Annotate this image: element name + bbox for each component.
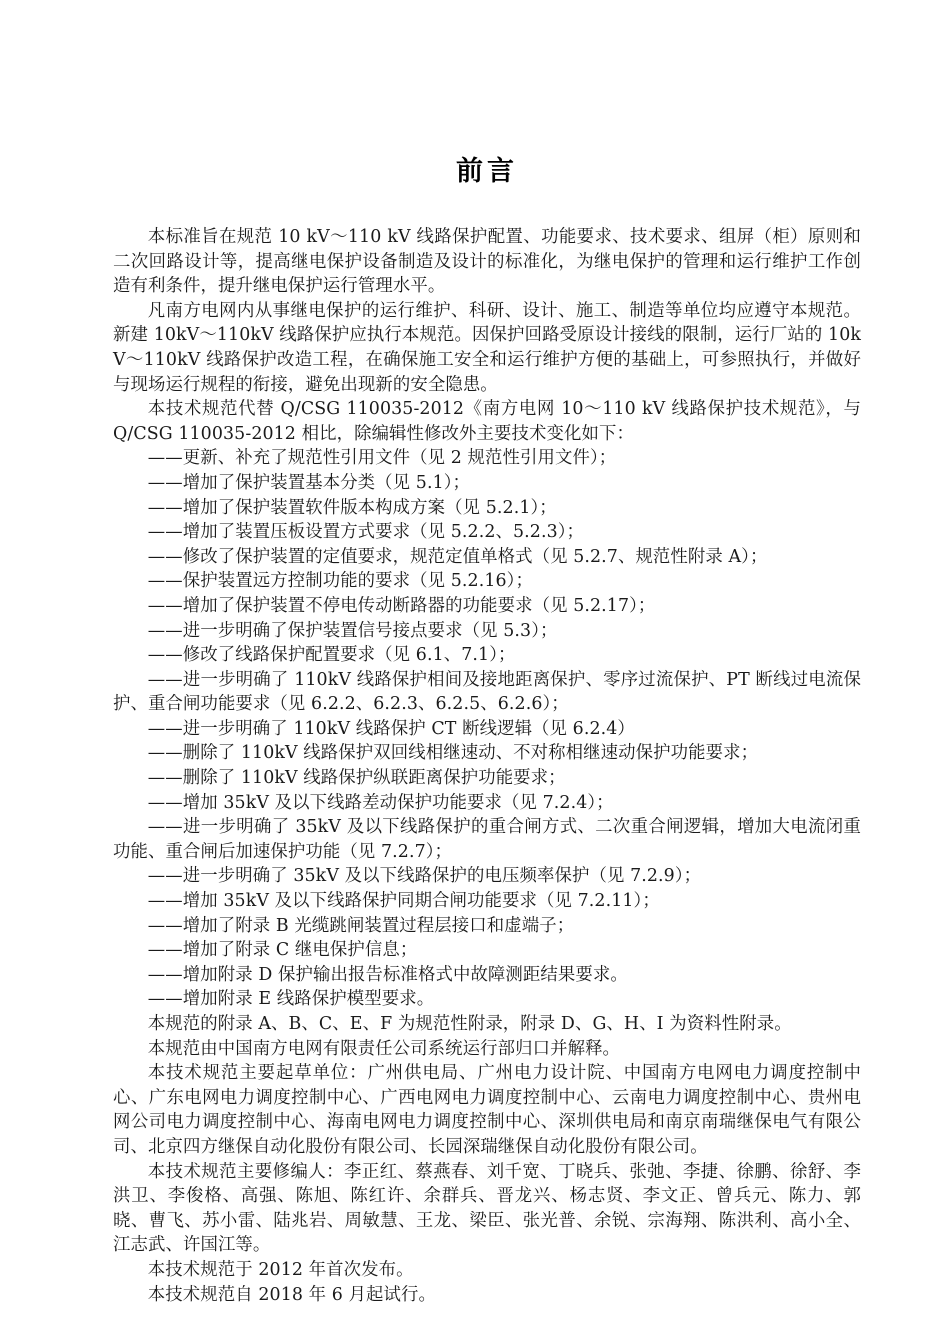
change-item: ——增加 35kV 及以下线路保护同期合闸功能要求（见 7.2.11）； — [147, 891, 660, 912]
paragraph-editors: 本技术规范主要修编人：李正红、蔡燕春、刘千宽、丁晓兵、张弛、李捷、徐鹏、徐舒、李洪卫、李俊格、高强、陈旭、陈红许、余群兵、晋龙兴、杨志贤、李文正、曾兵元、陈力、郭晓、曹飞、苏小雷、陆兆岩、周敏慧、王龙、梁臣、张光普、余锐、宗海翔、陈洪利、高小全、江志武、许国江等。 — [113, 1161, 861, 1256]
change-item: ——进一步明确了 35kV 及以下线路保护的重合闸方式、二次重合闸逻辑，增加大电流闭重功能、重合闸后加速保护功能（见 7.2.7）； — [113, 817, 861, 862]
paragraph-administration: 本规范由中国南方电网有限责任公司系统运行部归口并解释。 — [147, 1038, 621, 1059]
page-title: 前言 — [456, 156, 518, 187]
paragraph-drafting-units: 本技术规范主要起草单位：广州供电局、广州电力设计院、中国南方电网电力调度控制中心、广东电网电力调度控制中心、广西电网电力调度控制中心、云南电力调度控制中心、贵州电网公司电力调度控制中心、海南电网电力调度控制中心、深圳供电局和南京南瑞继保电气有限公司、北京四方继保自动化股份有限公司、长园深瑞继保自动化股份有限公司。 — [113, 1063, 861, 1157]
page-content — [113, 0, 861, 1307]
change-item: ——增加附录 D 保护输出报告标准格式中故障测距结果要求。 — [147, 964, 628, 985]
change-item: ——增加了保护装置软件版本构成方案（见 5.2.1）； — [147, 497, 557, 518]
change-item: ——进一步明确了 110kV 线路保护相间及接地距离保护、零序过流保护、PT 断线过电流保护、重合闸功能要求（见 6.2.2、6.2.3、6.2.5、6.2.6）； — [113, 669, 861, 715]
paragraph-replaces: 本技术规范代替 Q/CSG 110035-2012《南方电网 10～110 kV 线路保护技术规范》，与 Q/CSG 110035-2012 相比，除编辑性修改外主要技术变化如下： — [113, 399, 861, 444]
foreword-body — [113, 225, 861, 1307]
change-item: ——增加附录 E 线路保护模型要求。 — [147, 989, 435, 1010]
change-item: ——删除了 110kV 线路保护纵联距离保护功能要求； — [147, 768, 566, 789]
paragraph-annexes: 本规范的附录 A、B、C、E、F 为规范性附录，附录 D、G、H、I 为资料性附录。 — [147, 1014, 792, 1034]
paragraph-scope: 本标准旨在规范 10 kV～110 kV 线路保护配置、功能要求、技术要求、组屏（柜）原则和二次回路设计等，提高继电保护设备制造及设计的标准化，为继电保护的管理和运行维护工作创造有利条件，提升继电保护运行管理水平。 — [113, 227, 861, 297]
change-item: ——更新、补充了规范性引用文件（见 2 规范性引用文件）； — [147, 448, 617, 469]
change-item: ——删除了 110kV 线路保护双回线相继速动、不对称相继速动保护功能要求； — [147, 743, 759, 764]
change-item: ——修改了线路保护配置要求（见 6.1、7.1）； — [147, 645, 516, 666]
change-item: ——增加了附录 C 继电保护信息； — [147, 940, 418, 961]
paragraph-first-published: 本技术规范于 2012 年首次发布。 — [147, 1259, 414, 1280]
change-item: ——增加了附录 B 光缆跳闸装置过程层接口和虚端子； — [147, 915, 575, 936]
change-item: ——进一步明确了 35kV 及以下线路保护的电压频率保护（见 7.2.9）； — [147, 866, 702, 887]
change-item: ——增加 35kV 及以下线路差动保护功能要求（见 7.2.4）； — [147, 792, 614, 813]
change-item: ——修改了保护装置的定值要求，规范定值单格式（见 5.2.7、规范性附录 A）； — [147, 546, 768, 567]
change-item: ——增加了装置压板设置方式要求（见 5.2.2、5.2.3）； — [147, 522, 585, 543]
change-item: ——保护装置远方控制功能的要求（见 5.2.16）； — [147, 571, 533, 592]
change-item: ——增加了保护装置基本分类（见 5.1）； — [147, 472, 471, 493]
paragraph-applicability: 凡南方电网内从事继电保护的运行维护、科研、设计、施工、制造等单位均应遵守本规范。新建 10kV～110kV 线路保护应执行本规范。因保护回路受原设计接线的限制，运行厂站的 10kV～110kV 线路保护改造工程，在确保施工安全和运行维护方便的基础上，可参照执行，并做好与现场运行规程的衔接，避免出现新的安全隐患。 — [113, 300, 861, 395]
change-item: ——进一步明确了保护装置信号接点要求（见 5.3）； — [147, 620, 558, 641]
paragraph-effective-date: 本技术规范自 2018 年 6 月起试行。 — [147, 1284, 437, 1305]
change-item: ——进一步明确了 110kV 线路保护 CT 断线逻辑（见 6.2.4） — [147, 718, 635, 739]
change-item: ——增加了保护装置不停电传动断路器的功能要求（见 5.2.17）； — [147, 595, 656, 616]
